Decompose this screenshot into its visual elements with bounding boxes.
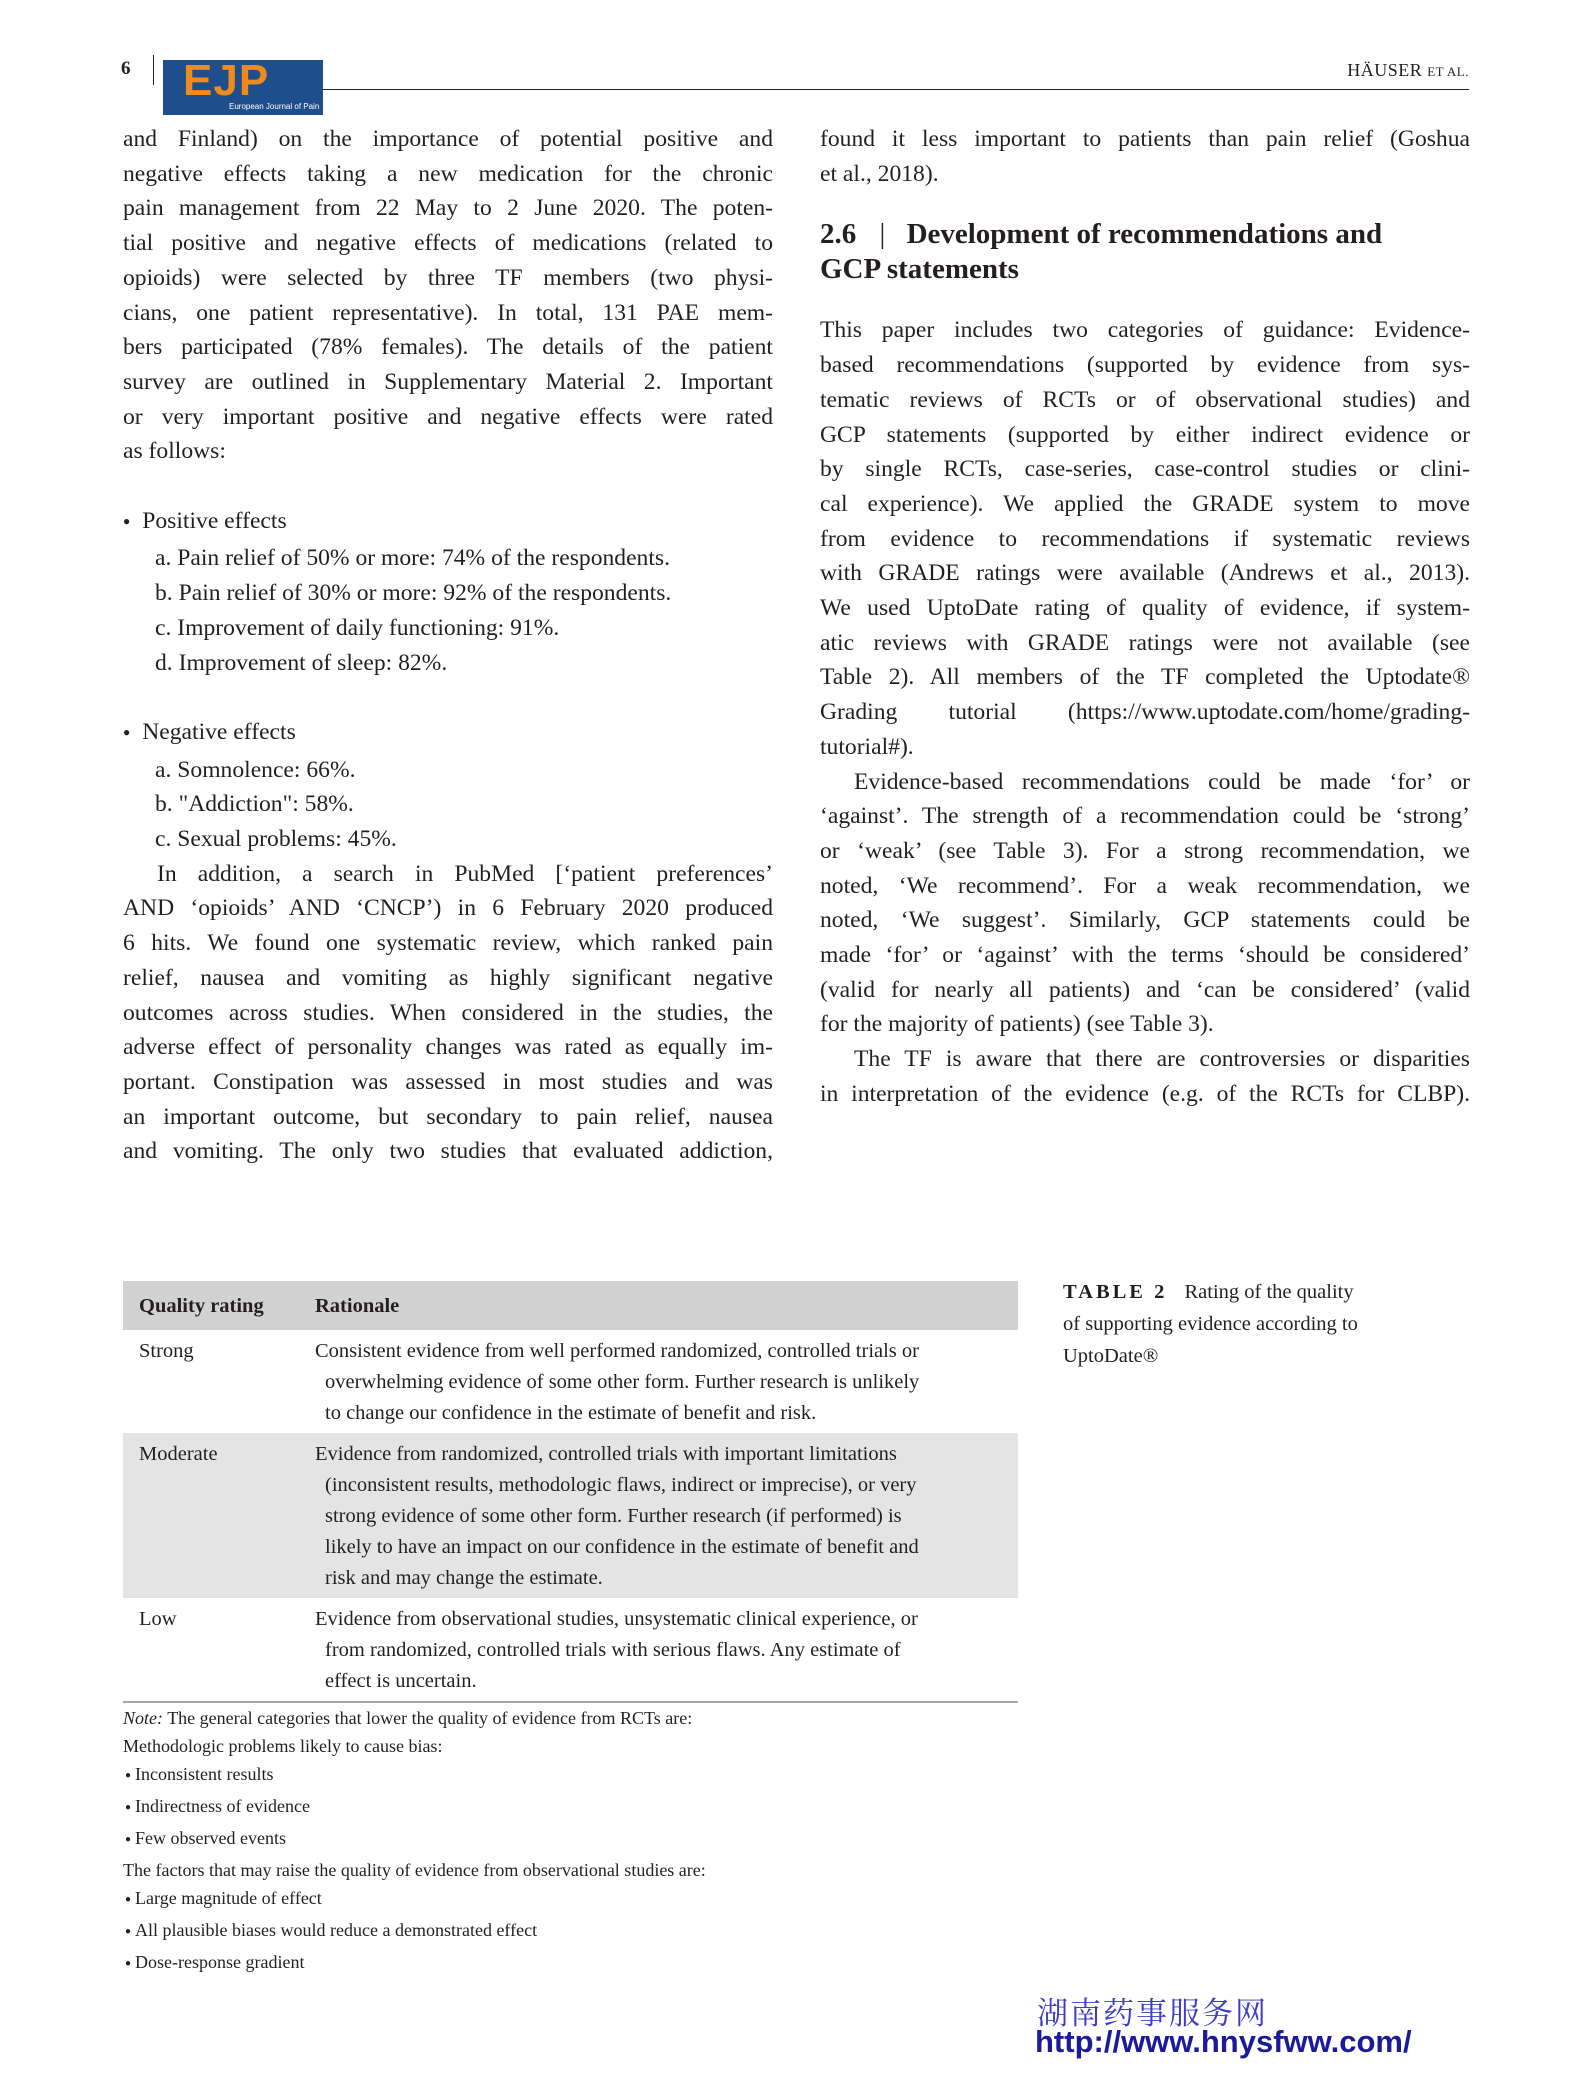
text-line: bers participated (78% females). The details of the patient [123, 334, 773, 361]
cell-line: overwhelming evidence of some other form. Further research is unlikely [325, 1371, 920, 1393]
right-column [820, 122, 1470, 1112]
text-line: in interpretation of the evidence (e.g. of the RCTs for CLBP). [820, 1080, 1470, 1107]
text-line: We used UptoDate rating of quality of evidence, if system- [820, 595, 1470, 622]
text-line: with GRADE ratings were available (Andrews et al., 2013). [820, 560, 1470, 587]
note-line: The factors that may raise the quality of evidence from observational studies are: [123, 1860, 706, 1880]
cell-line: from randomized, controlled trials with serious flaws. Any estimate of [325, 1639, 901, 1661]
text-line: survey are outlined in Supplementary Material 2. Important [123, 368, 773, 395]
text-line: GCP statements (supported by either indirect evidence or [820, 421, 1470, 448]
text-line: and Finland) on the importance of potential positive and [123, 126, 773, 152]
text-line: or ‘weak’ (see Table 3). For a strong recommendation, we [820, 837, 1470, 864]
list-item: c. Sexual problems: 45%. [155, 826, 397, 853]
rationale-cell [315, 1439, 1018, 1594]
watermark-chinese: 湖南药事服务网 [1037, 1996, 1268, 2032]
cell-line: Evidence from randomized, controlled trials with important limitations [315, 1443, 897, 1465]
caption-text: of supporting evidence according to [1063, 1313, 1358, 1335]
list-item: d. Improvement of sleep: 82%. [155, 649, 448, 676]
text-line: an important outcome, but secondary to pain relief, nausea [123, 1103, 773, 1130]
negative-effects-heading: ● Negative effects [123, 715, 773, 753]
rationale-cell [315, 1604, 1018, 1697]
text-line: pain management from 22 May to 2 June 2020. The poten- [123, 195, 773, 222]
section-title-line1: Development of recommendations and [906, 218, 1383, 251]
list-item: a. Pain relief of 50% or more: 74% of the respondents. [155, 545, 670, 572]
text-line: outcomes across studies. When considered in the studies, the [123, 999, 773, 1026]
table-row [123, 1330, 1018, 1433]
cell-line: likely to have an impact on our confidence in the estimate of benefit and [325, 1536, 919, 1558]
text-line: noted, ‘We recommend’. For a weak recommendation, we [820, 872, 1470, 899]
text-line: as follows: [123, 438, 226, 465]
running-head-author: HÄUSER [1347, 60, 1423, 80]
note-bullet: ● Dose-response gradient [123, 1948, 1023, 1980]
cell-line: strong evidence of some other form. Further research (if performed) is [325, 1505, 902, 1527]
note-line: Methodologic problems likely to cause bias: [123, 1736, 443, 1756]
text-line: found it less important to patients than pain relief (Goshua [820, 126, 1470, 152]
text-line: noted, ‘We suggest’. Similarly, GCP statements could be [820, 907, 1470, 934]
positive-effects-heading: ● Positive effects [123, 504, 773, 542]
text-line: The TF is aware that there are controversies or disparities [854, 1046, 1470, 1073]
note-bullet: ● All plausible biases would reduce a demonstrated effect [123, 1916, 1023, 1948]
section-title-line2: GCP statements [820, 253, 1019, 286]
table-row [123, 1433, 1018, 1598]
text-line: In addition, a search in PubMed [‘patient preferences’ [157, 860, 773, 887]
text-line: negative effects taking a new medication for the chronic [123, 160, 773, 187]
table-bottom-rule [123, 1701, 1018, 1703]
watermark-url[interactable]: http://www.hnysfww.com/ [1035, 2024, 1412, 2059]
list-item: b. Pain relief of 30% or more: 92% of the respondents. [155, 580, 672, 607]
text-line: portant. Constipation was assessed in most studies and was [123, 1068, 773, 1095]
left-column [123, 122, 773, 1169]
caption-text: Rating of the quality [1184, 1281, 1354, 1303]
note-text: The general categories that lower the quality of evidence from RCTs are: [167, 1708, 693, 1728]
journal-logo [163, 56, 323, 115]
header-divider [153, 55, 154, 85]
list-item: b. "Addiction": 58%. [155, 791, 354, 818]
text-line: and vomiting. The only two studies that evaluated addiction, [123, 1138, 773, 1165]
text-line: by single RCTs, case-series, case-control studies or clini- [820, 456, 1470, 483]
page-number: 6 [121, 58, 131, 79]
cell-line: Evidence from observational studies, unsystematic clinical experience, or [315, 1608, 918, 1630]
text-line: Evidence-based recommendations could be made ‘for’ or [854, 768, 1470, 795]
text-line: ‘against’. The strength of a recommendation could be ‘strong’ [820, 803, 1470, 830]
text-line: or very important positive and negative effects were rated [123, 403, 773, 430]
note-bullet: ● Inconsistent results [123, 1760, 1023, 1792]
note-bullet: ● Few observed events [123, 1824, 1023, 1856]
cell-line: to change our confidence in the estimate of benefit and risk. [325, 1402, 817, 1424]
header-rule [323, 89, 1469, 90]
table-caption [1063, 1276, 1423, 1372]
table-row [123, 1598, 1018, 1701]
text-line: Grading tutorial (https://www.uptodate.com/home/grading- [820, 699, 1470, 726]
section-divider: | [879, 218, 886, 251]
text-line: cians, one patient representative). In total, 131 PAE mem- [123, 299, 773, 326]
section-number: 2.6 [820, 218, 857, 251]
cell-line: (inconsistent results, methodologic flaws, indirect or imprecise), or very [325, 1474, 917, 1496]
list-item: c. Improvement of daily functioning: 91%. [155, 614, 560, 641]
section-heading [820, 217, 1470, 287]
text-line: 6 hits. We found one systematic review, which ranked pain [123, 930, 773, 957]
note-bullet: ● Large magnitude of effect [123, 1884, 1023, 1916]
column-header: Rationale [315, 1295, 400, 1317]
column-header: Quality rating [139, 1295, 264, 1317]
caption-text: UptoDate® [1063, 1345, 1159, 1367]
text-line: opioids) were selected by three TF members (two physi- [123, 264, 773, 291]
table-notes [123, 1704, 1023, 1980]
rating-cell: Moderate [139, 1443, 218, 1465]
logo-subtitle: European Journal of Pain [229, 102, 320, 111]
rationale-cell [315, 1336, 1018, 1429]
cell-line: effect is uncertain. [325, 1670, 477, 1692]
cell-line: risk and may change the estimate. [325, 1567, 603, 1589]
list-item: a. Somnolence: 66%. [155, 756, 356, 783]
text-line: tematic reviews of RCTs or of observational studies) and [820, 386, 1470, 413]
rating-cell: Low [139, 1608, 177, 1630]
running-head [1347, 60, 1469, 81]
caption-label: TABLE 2 [1063, 1281, 1168, 1303]
logo-text: EJP [183, 56, 270, 105]
text-line: from evidence to recommendations if systematic reviews [820, 525, 1470, 552]
text-line: Table 2). All members of the TF completed the Uptodate® [820, 664, 1470, 691]
text-line: AND ‘opioids’ AND ‘CNCP’) in 6 February 2020 produced [123, 895, 773, 922]
text-line: cal experience). We applied the GRADE system to move [820, 490, 1470, 517]
text-line: atic reviews with GRADE ratings were not available (see [820, 629, 1470, 656]
table-header-row [123, 1281, 1018, 1330]
note-label: Note: [123, 1708, 163, 1728]
text-line: based recommendations (supported by evidence from sys- [820, 352, 1470, 379]
quality-rating-table [123, 1281, 1018, 1703]
text-line: made ‘for’ or ‘against’ with the terms ‘should be considered’ [820, 942, 1470, 969]
text-line: (valid for nearly all patients) and ‘can be considered’ (valid [820, 976, 1470, 1003]
text-line: This paper includes two categories of guidance: Evidence- [820, 317, 1470, 344]
text-line: et al., 2018). [820, 160, 939, 187]
text-line: tutorial#). [820, 733, 914, 760]
text-line: tial positive and negative effects of medications (related to [123, 230, 773, 257]
text-line: for the majority of patients) (see Table 3). [820, 1011, 1214, 1038]
note-bullet: ● Indirectness of evidence [123, 1792, 1023, 1824]
rating-cell: Strong [139, 1340, 194, 1362]
running-head-etal: ET AL. [1427, 64, 1469, 79]
cell-line: Consistent evidence from well performed randomized, controlled trials or [315, 1340, 919, 1362]
text-line: relief, nausea and vomiting as highly significant negative [123, 964, 773, 991]
text-line: adverse effect of personality changes was rated as equally im- [123, 1034, 773, 1061]
